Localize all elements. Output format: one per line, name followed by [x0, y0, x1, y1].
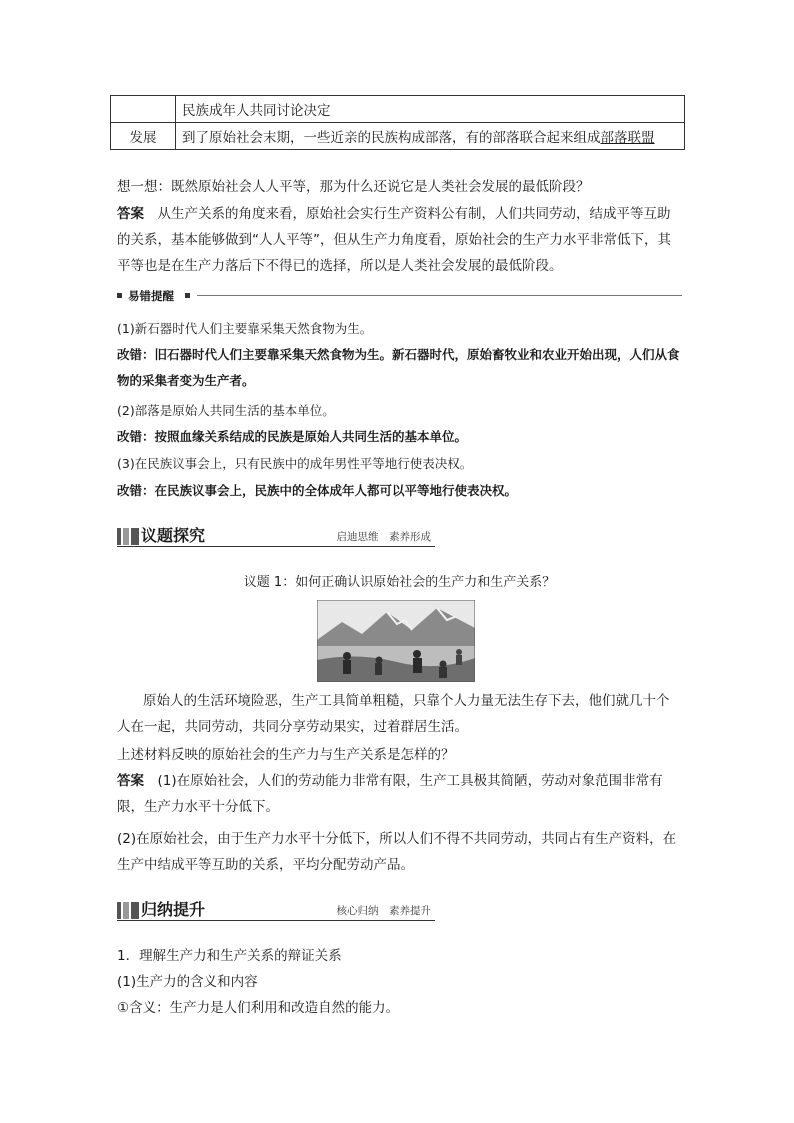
banner-mark-icon	[123, 528, 129, 545]
section-banner	[117, 525, 435, 547]
table-cell-key: 发展	[111, 123, 176, 150]
square-icon	[117, 293, 122, 298]
table-cell-value: 民族成年人共同讨论决定	[176, 96, 685, 123]
think-answer	[117, 201, 682, 279]
banner-mark-icon	[123, 902, 129, 919]
divider	[197, 295, 682, 296]
table-cell-text: 到了原始社会末期，一些近亲的民族构成部落，有的部落联合起来组成	[182, 130, 601, 146]
answer-label: 答案	[117, 206, 144, 222]
answer-text: 从生产关系的角度来看，原始社会实行生产资料公有制，人们共同劳动，结成平等互助的关系，基本能够做到“人人平等”，但从生产力角度看，原始社会的生产力水平非常低下，其平等也是在生产力落后下不得已的选择，所以是人类社会发展的最低阶段。	[117, 206, 671, 274]
section-underline	[117, 920, 435, 921]
section-title: 议题探究	[141, 526, 206, 545]
answer-label: 答案	[117, 773, 144, 789]
summary-line: 1．理解生产力和生产关系的辩证关系	[117, 948, 342, 964]
banner-mark-icon	[117, 528, 121, 545]
section-title: 归纳提升	[141, 900, 206, 919]
tip-correction: 改错：在民族议事会上，民族中的全体成年人都可以平等地行使表决权。	[117, 483, 518, 498]
society-table	[110, 95, 685, 150]
answer-text: (1)在原始社会，人们的劳动能力非常有限，生产工具极其简陋，劳动对象范围非常有限，生产力水平十分低下。	[117, 773, 663, 815]
tip-item: (2)部落是原始人共同生活的基本单位。	[117, 403, 335, 418]
section-subtitle: 核心归纳 素养提升	[336, 905, 431, 917]
section-subtitle: 启迪思维 素养形成	[336, 531, 431, 543]
tip-header	[117, 287, 682, 305]
tip-item: (3)在民族议事会上，只有民族中的成年男性平等地行使表决权。	[117, 456, 473, 471]
topic-heading: 议题 1：如何正确认识原始社会的生产力和生产关系？	[243, 575, 556, 590]
table-cell-key	[111, 96, 176, 123]
banner-mark-icon	[131, 528, 139, 545]
think-question: 想一想：既然原始社会人人平等，那为什么还说它是人类社会发展的最低阶段？	[117, 179, 590, 195]
square-icon	[185, 293, 190, 298]
table-cell-value	[176, 123, 685, 150]
summary-line: (1)生产力的含义和内容	[117, 974, 258, 990]
tip-correction: 改错：按照血缘关系结成的民族是原始人共同生活的基本单位。	[117, 429, 468, 444]
table-row	[111, 123, 685, 150]
topic-answer-2: (2)在原始社会，由于生产力水平十分低下，所以人们不得不共同劳动，共同占有生产资料，在生产中结成平等互助的关系，平均分配劳动产品。	[117, 831, 677, 873]
topic-answer-1	[117, 768, 682, 820]
section-banner	[117, 899, 435, 921]
tip-title: 易错提醒	[128, 289, 174, 303]
table-row	[111, 96, 685, 123]
primitive-people-illustration	[317, 600, 475, 682]
banner-mark-icon	[117, 902, 121, 919]
table-cell-underlined: 部落联盟	[600, 130, 655, 146]
topic-material: 原始人的生活环境险恶，生产工具简单粗糙，只靠个人力量无法生存下去，他们就几十个人在一起，共同劳动，共同分享劳动果实，过着群居生活。	[117, 693, 670, 735]
summary-line: ①含义：生产力是人们利用和改造自然的能力。	[117, 1000, 400, 1016]
banner-mark-icon	[131, 902, 139, 919]
topic-question: 上述材料反映的原始社会的生产力与生产关系是怎样的？	[117, 747, 455, 763]
tip-correction: 改错：旧石器时代人们主要靠采集天然食物为生。新石器时代，原始畜牧业和农业开始出现，人们从食物的采集者变为生产者。	[117, 347, 680, 388]
section-underline	[117, 546, 435, 547]
tip-item: (1)新石器时代人们主要靠采集天然食物为生。	[117, 321, 373, 336]
